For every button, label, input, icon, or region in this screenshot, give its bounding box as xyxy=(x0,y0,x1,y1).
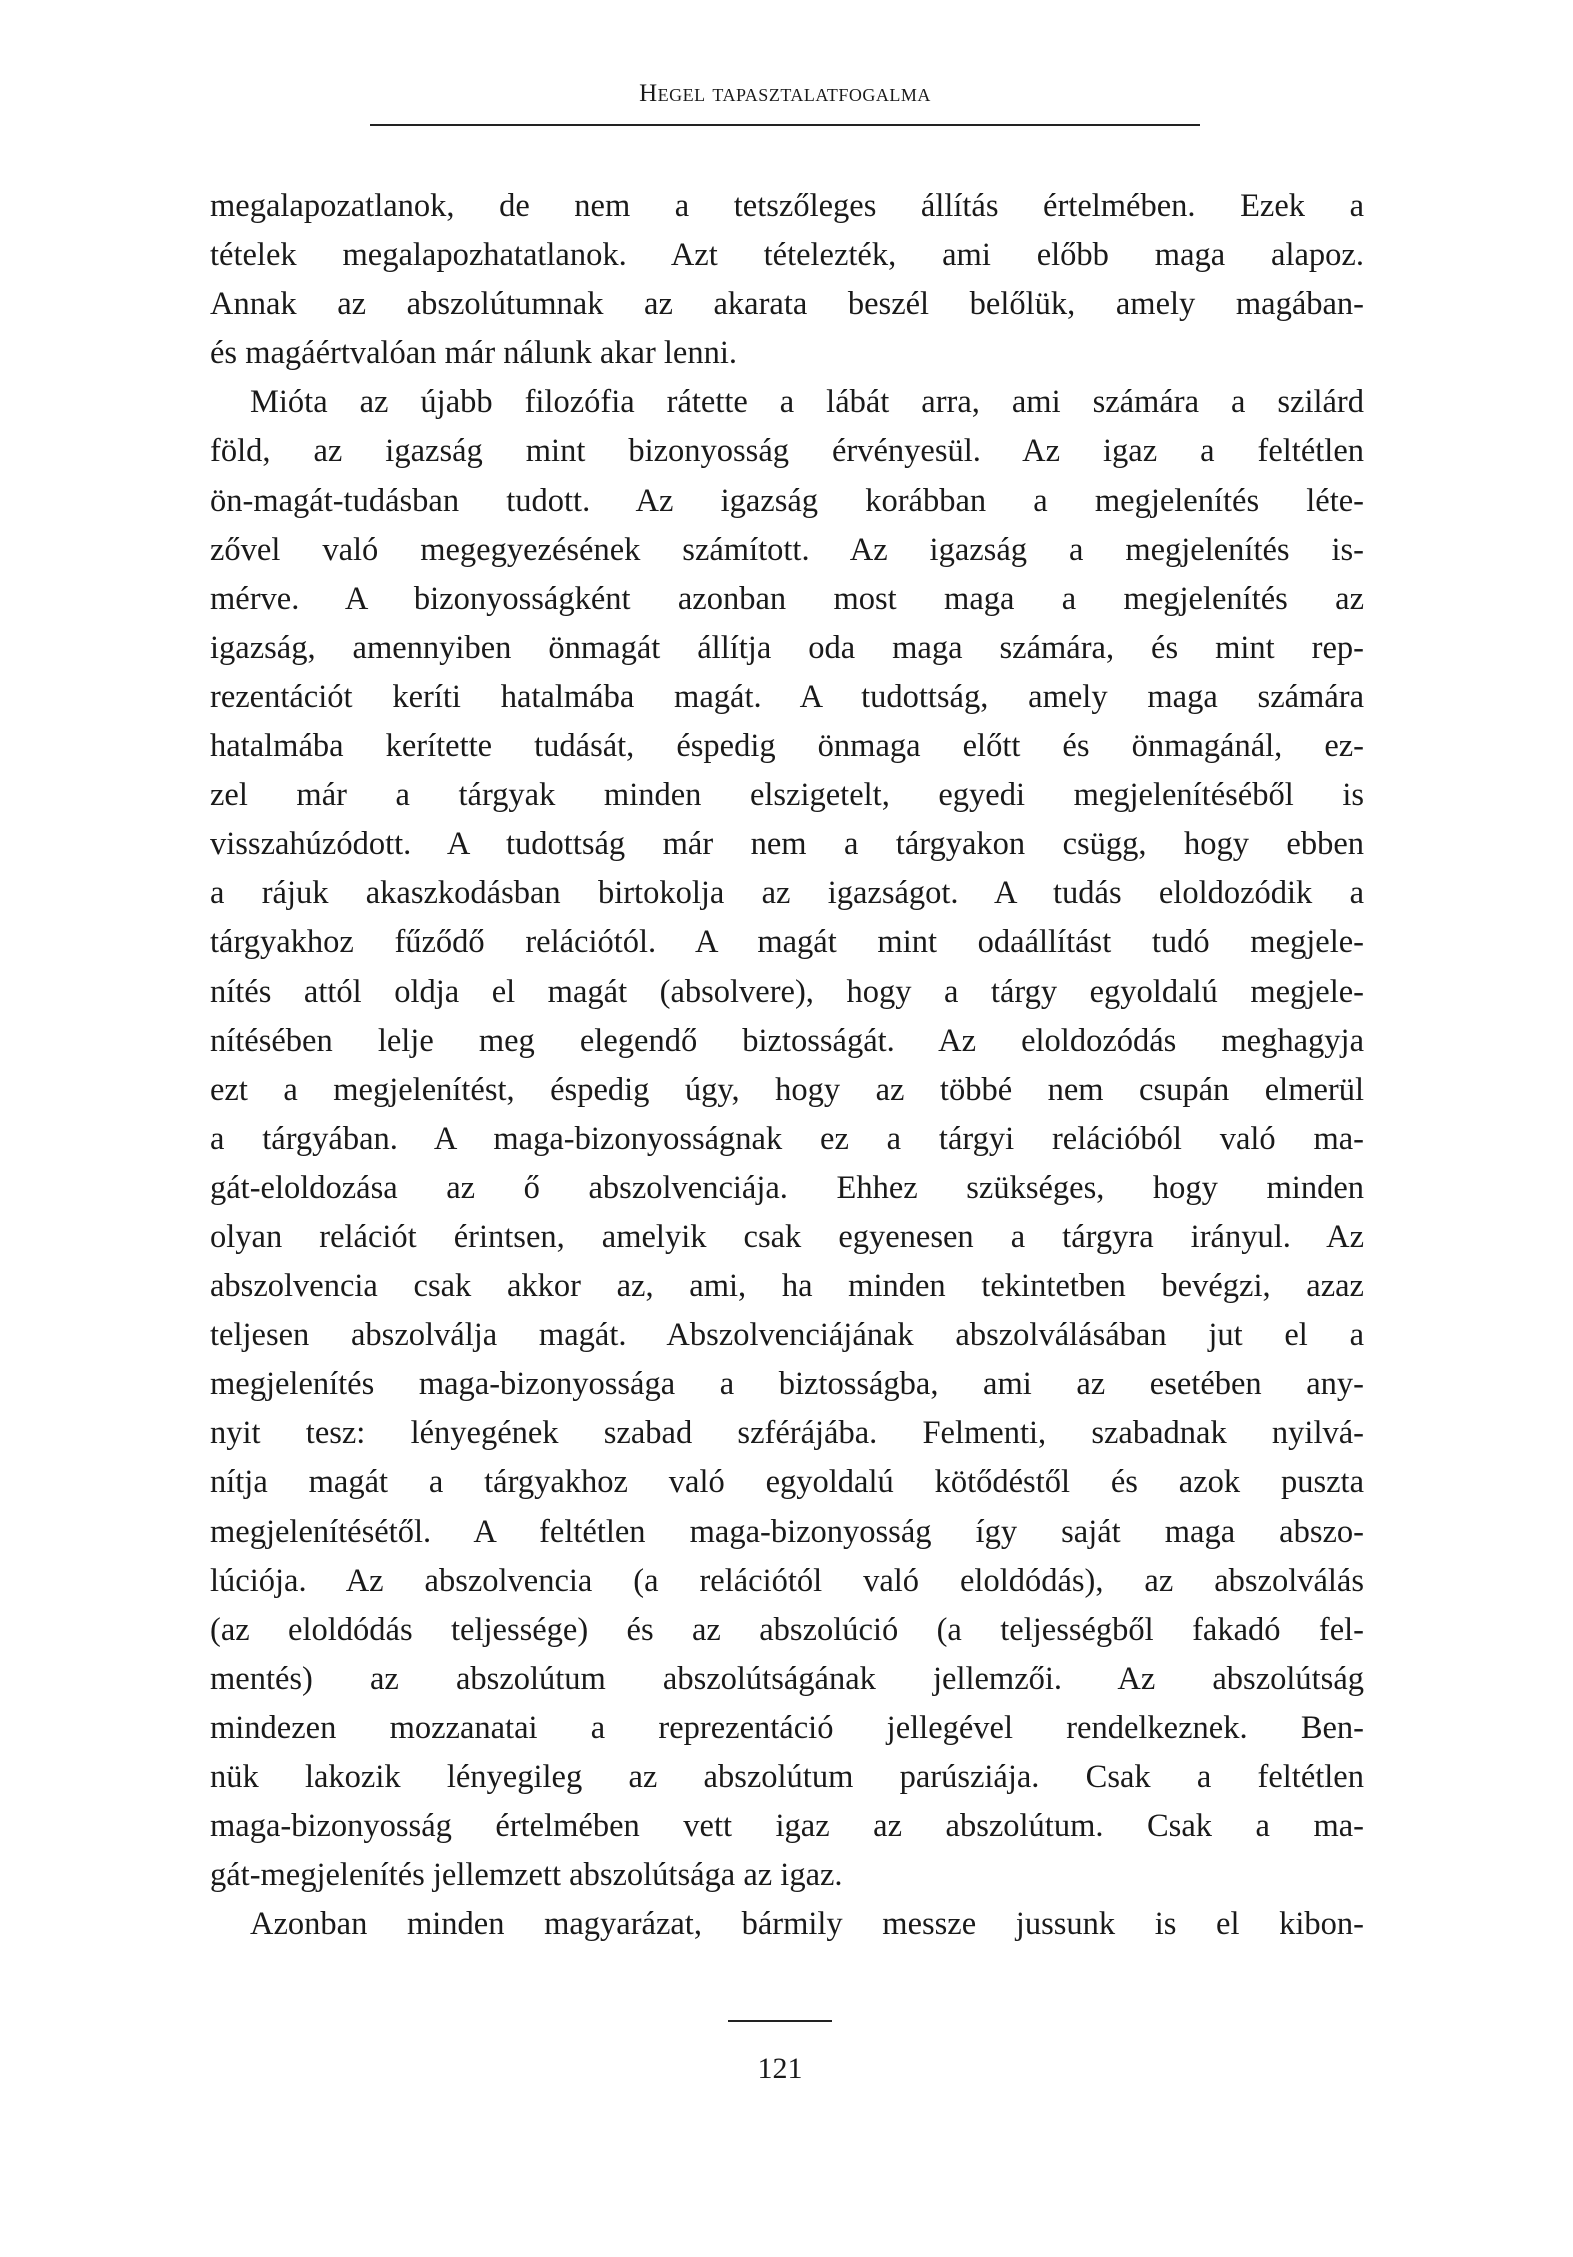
text-line: rezentációt keríti hatalmába magát. A tudottság, amely maga számára xyxy=(210,678,1364,715)
text-line: föld, az igazság mint bizonyosság érvényesül. Az igaz a feltétlen xyxy=(210,433,1364,470)
text-line: és magáértvalóan már nálunk akar lenni. xyxy=(210,335,737,372)
text-line: ezt a megjelenítést, éspedig úgy, hogy az többé nem csupán elmerül xyxy=(210,1071,1364,1108)
running-head-title: Hegel tapasztalatfogalma xyxy=(639,80,931,107)
text-line: olyan relációt érintsen, amelyik csak egyenesen a tárgyra irányul. Az xyxy=(210,1218,1364,1255)
page-number: 121 xyxy=(757,2052,803,2085)
text-line: zel már a tárgyak minden elszigetelt, egyedi megjelenítéséből is xyxy=(210,777,1364,814)
text-line: zővel való megegyezésének számított. Az igazság a megjelenítés is- xyxy=(210,531,1364,568)
text-line: megjelenítés maga-bizonyossága a biztosságba, ami az esetében any- xyxy=(210,1366,1364,1403)
text-line: ön-magát-tudásban tudott. Az igazság korábban a megjelenítés léte- xyxy=(210,482,1364,519)
header-rule xyxy=(370,124,1200,126)
text-line: gát-eloldozása az ő abszolvenciája. Ehhez szükséges, hogy minden xyxy=(210,1169,1364,1206)
text-line: nítés attól oldja el magát (absolvere), hogy a tárgy egyoldalú megjele- xyxy=(210,973,1364,1010)
text-line: visszahúzódott. A tudottság már nem a tárgyakon csügg, hogy ebben xyxy=(210,826,1364,863)
text-line: igazság, amennyiben önmagát állítja oda maga számára, és mint rep- xyxy=(210,629,1364,666)
text-line: mérve. A bizonyosságként azonban most maga a megjelenítés az xyxy=(210,580,1364,617)
text-line: a tárgyában. A maga-bizonyosságnak ez a tárgyi relációból való ma- xyxy=(210,1120,1364,1157)
text-line: Azonban minden magyarázat, bármily messze jussunk is el kibon- xyxy=(250,1906,1364,1943)
text-line: hatalmába kerítette tudását, éspedig önmaga előtt és önmagánál, ez- xyxy=(210,728,1364,765)
text-line: tárgyakhoz fűződő relációtól. A magát mint odaállítást tudó megjele- xyxy=(210,924,1364,961)
text-line: (az eloldódás teljessége) és az abszolúció (a teljességből fakadó fel- xyxy=(210,1611,1364,1648)
text-line: mentés) az abszolútum abszolútságának jellemzői. Az abszolútság xyxy=(210,1660,1364,1697)
text-line: nítésében lelje meg elegendő biztosságát. Az eloldozódás meghagyja xyxy=(210,1022,1364,1059)
text-line: tételek megalapozhatatlanok. Azt tételezték, ami előbb maga alapoz. xyxy=(210,237,1364,274)
text-line: Annak az abszolútumnak az akarata beszél belőlük, amely magában- xyxy=(210,286,1364,323)
text-line: nítja magát a tárgyakhoz való egyoldalú kötődéstől és azok puszta xyxy=(210,1464,1364,1501)
text-line: megalapozatlanok, de nem a tetszőleges állítás értelmében. Ezek a xyxy=(210,188,1364,224)
text-line: lúciója. Az abszolvencia (a relációtól való eloldódás), az abszolválás xyxy=(210,1562,1364,1599)
text-line: nyit tesz: lényegének szabad szférájába. Felmenti, szabadnak nyilvá- xyxy=(210,1415,1364,1452)
text-line: gát-megjelenítés jellemzett abszolútsága az igaz. xyxy=(210,1857,843,1894)
text-line: maga-bizonyosság értelmében vett igaz az abszolútum. Csak a ma- xyxy=(210,1808,1364,1845)
footer-rule xyxy=(728,2020,832,2022)
text-line: a rájuk akaszkodásban birtokolja az igazságot. A tudás eloldozódik a xyxy=(210,875,1364,912)
text-line: Mióta az újabb filozófia rátette a lábát arra, ami számára a szilárd xyxy=(250,384,1364,421)
body-text xyxy=(210,182,1364,1949)
text-line: mindezen mozzanatai a reprezentáció jellegével rendelkeznek. Ben- xyxy=(210,1709,1364,1746)
text-line: nük lakozik lényegileg az abszolútum parúsziája. Csak a feltétlen xyxy=(210,1759,1364,1795)
text-line: teljesen abszolválja magát. Abszolvenciájának abszolválásában jut el a xyxy=(210,1317,1364,1354)
text-line: megjelenítésétől. A feltétlen maga-bizonyosság így saját maga abszo- xyxy=(210,1513,1364,1550)
text-line: abszolvencia csak akkor az, ami, ha minden tekintetben bevégzi, azaz xyxy=(210,1268,1364,1305)
